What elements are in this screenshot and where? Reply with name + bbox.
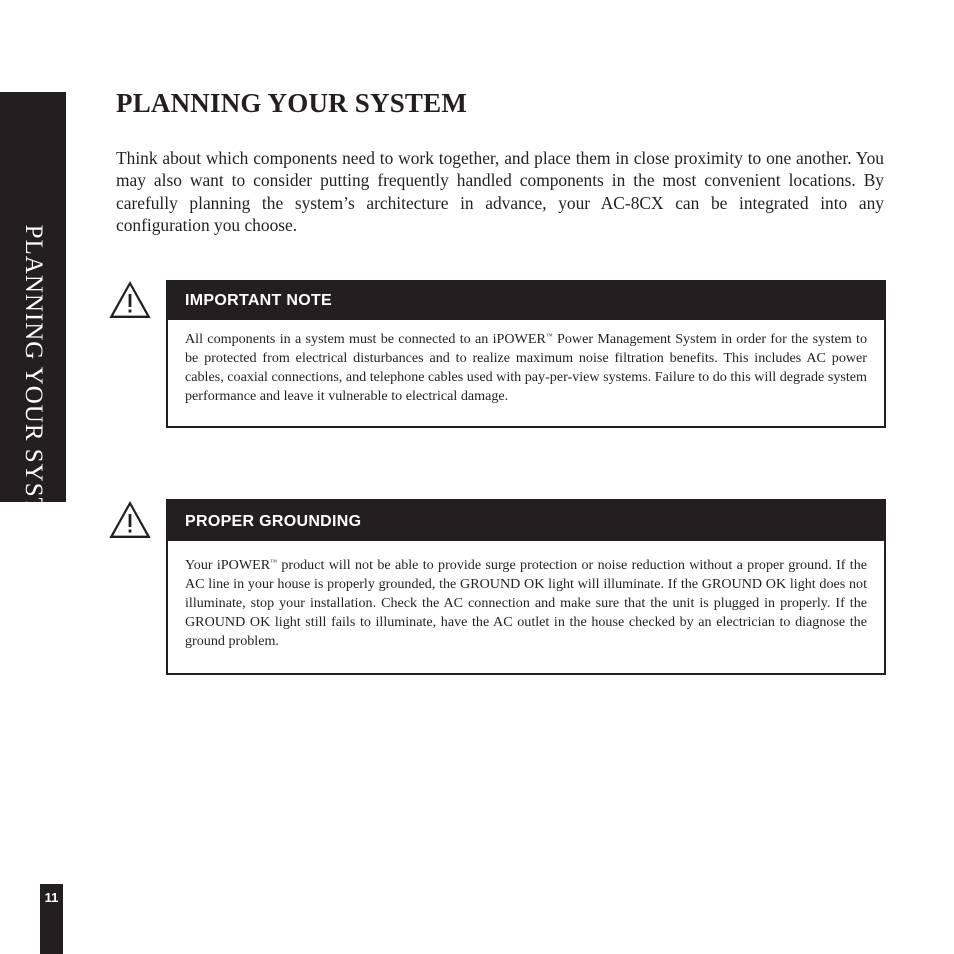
important-note-text-2: Power Management System in order for the system to be protected from electrical disturbances and to realize maximum noise filtration benefits. This includes AC power cables, coaxial connections, and telephone cables used with pay-per-view systems. Failure to do this will degrade system performance and leave it vulnerable to electrical damage.: [185, 331, 867, 404]
important-note-box: [166, 280, 886, 428]
warning-triangle-icon: [108, 500, 152, 540]
important-note-text-1: All components in a system must be connected to an iPOWER: [185, 331, 546, 347]
page-number: 11: [44, 890, 59, 905]
side-section-tab: [0, 92, 66, 554]
proper-grounding-body: [168, 541, 884, 651]
intro-paragraph: Think about which components need to work together, and place them in close proximity to one another. You may also want to consider putting frequently handled components in the most convenient locations. By carefully planning the system’s architecture in advance, your AC-8CX can be integrated into any configuration you choose.: [116, 148, 884, 235]
warning-triangle-icon: [108, 280, 152, 320]
side-tab-label: PLANNING YOUR SYSTEM: [20, 224, 47, 554]
proper-grounding-heading: PROPER GROUNDING: [168, 501, 884, 541]
page-title: PLANNING YOUR SYSTEM: [116, 88, 468, 118]
trademark-symbol: ™: [545, 332, 553, 340]
page-number-tab: [40, 884, 63, 954]
proper-grounding-text-1: Your iPOWER: [185, 557, 271, 573]
trademark-symbol: ™: [270, 558, 278, 566]
proper-grounding-box: [166, 499, 886, 675]
important-note-body: [168, 320, 884, 406]
proper-grounding-text-2: product will not be able to provide surge protection or noise reduction without a proper ground. If the AC line in your house is properly grounded, the GROUND OK light will illuminate. If the GROUND OK light does not illuminate, stop your installation. Check the AC connection and make sure that the unit is plugged in properly. If the GROUND OK light still fails to illuminate, have the AC outlet in the house checked by an electrician to diagnose the ground problem.: [185, 557, 868, 649]
important-note-heading: IMPORTANT NOTE: [168, 282, 884, 320]
